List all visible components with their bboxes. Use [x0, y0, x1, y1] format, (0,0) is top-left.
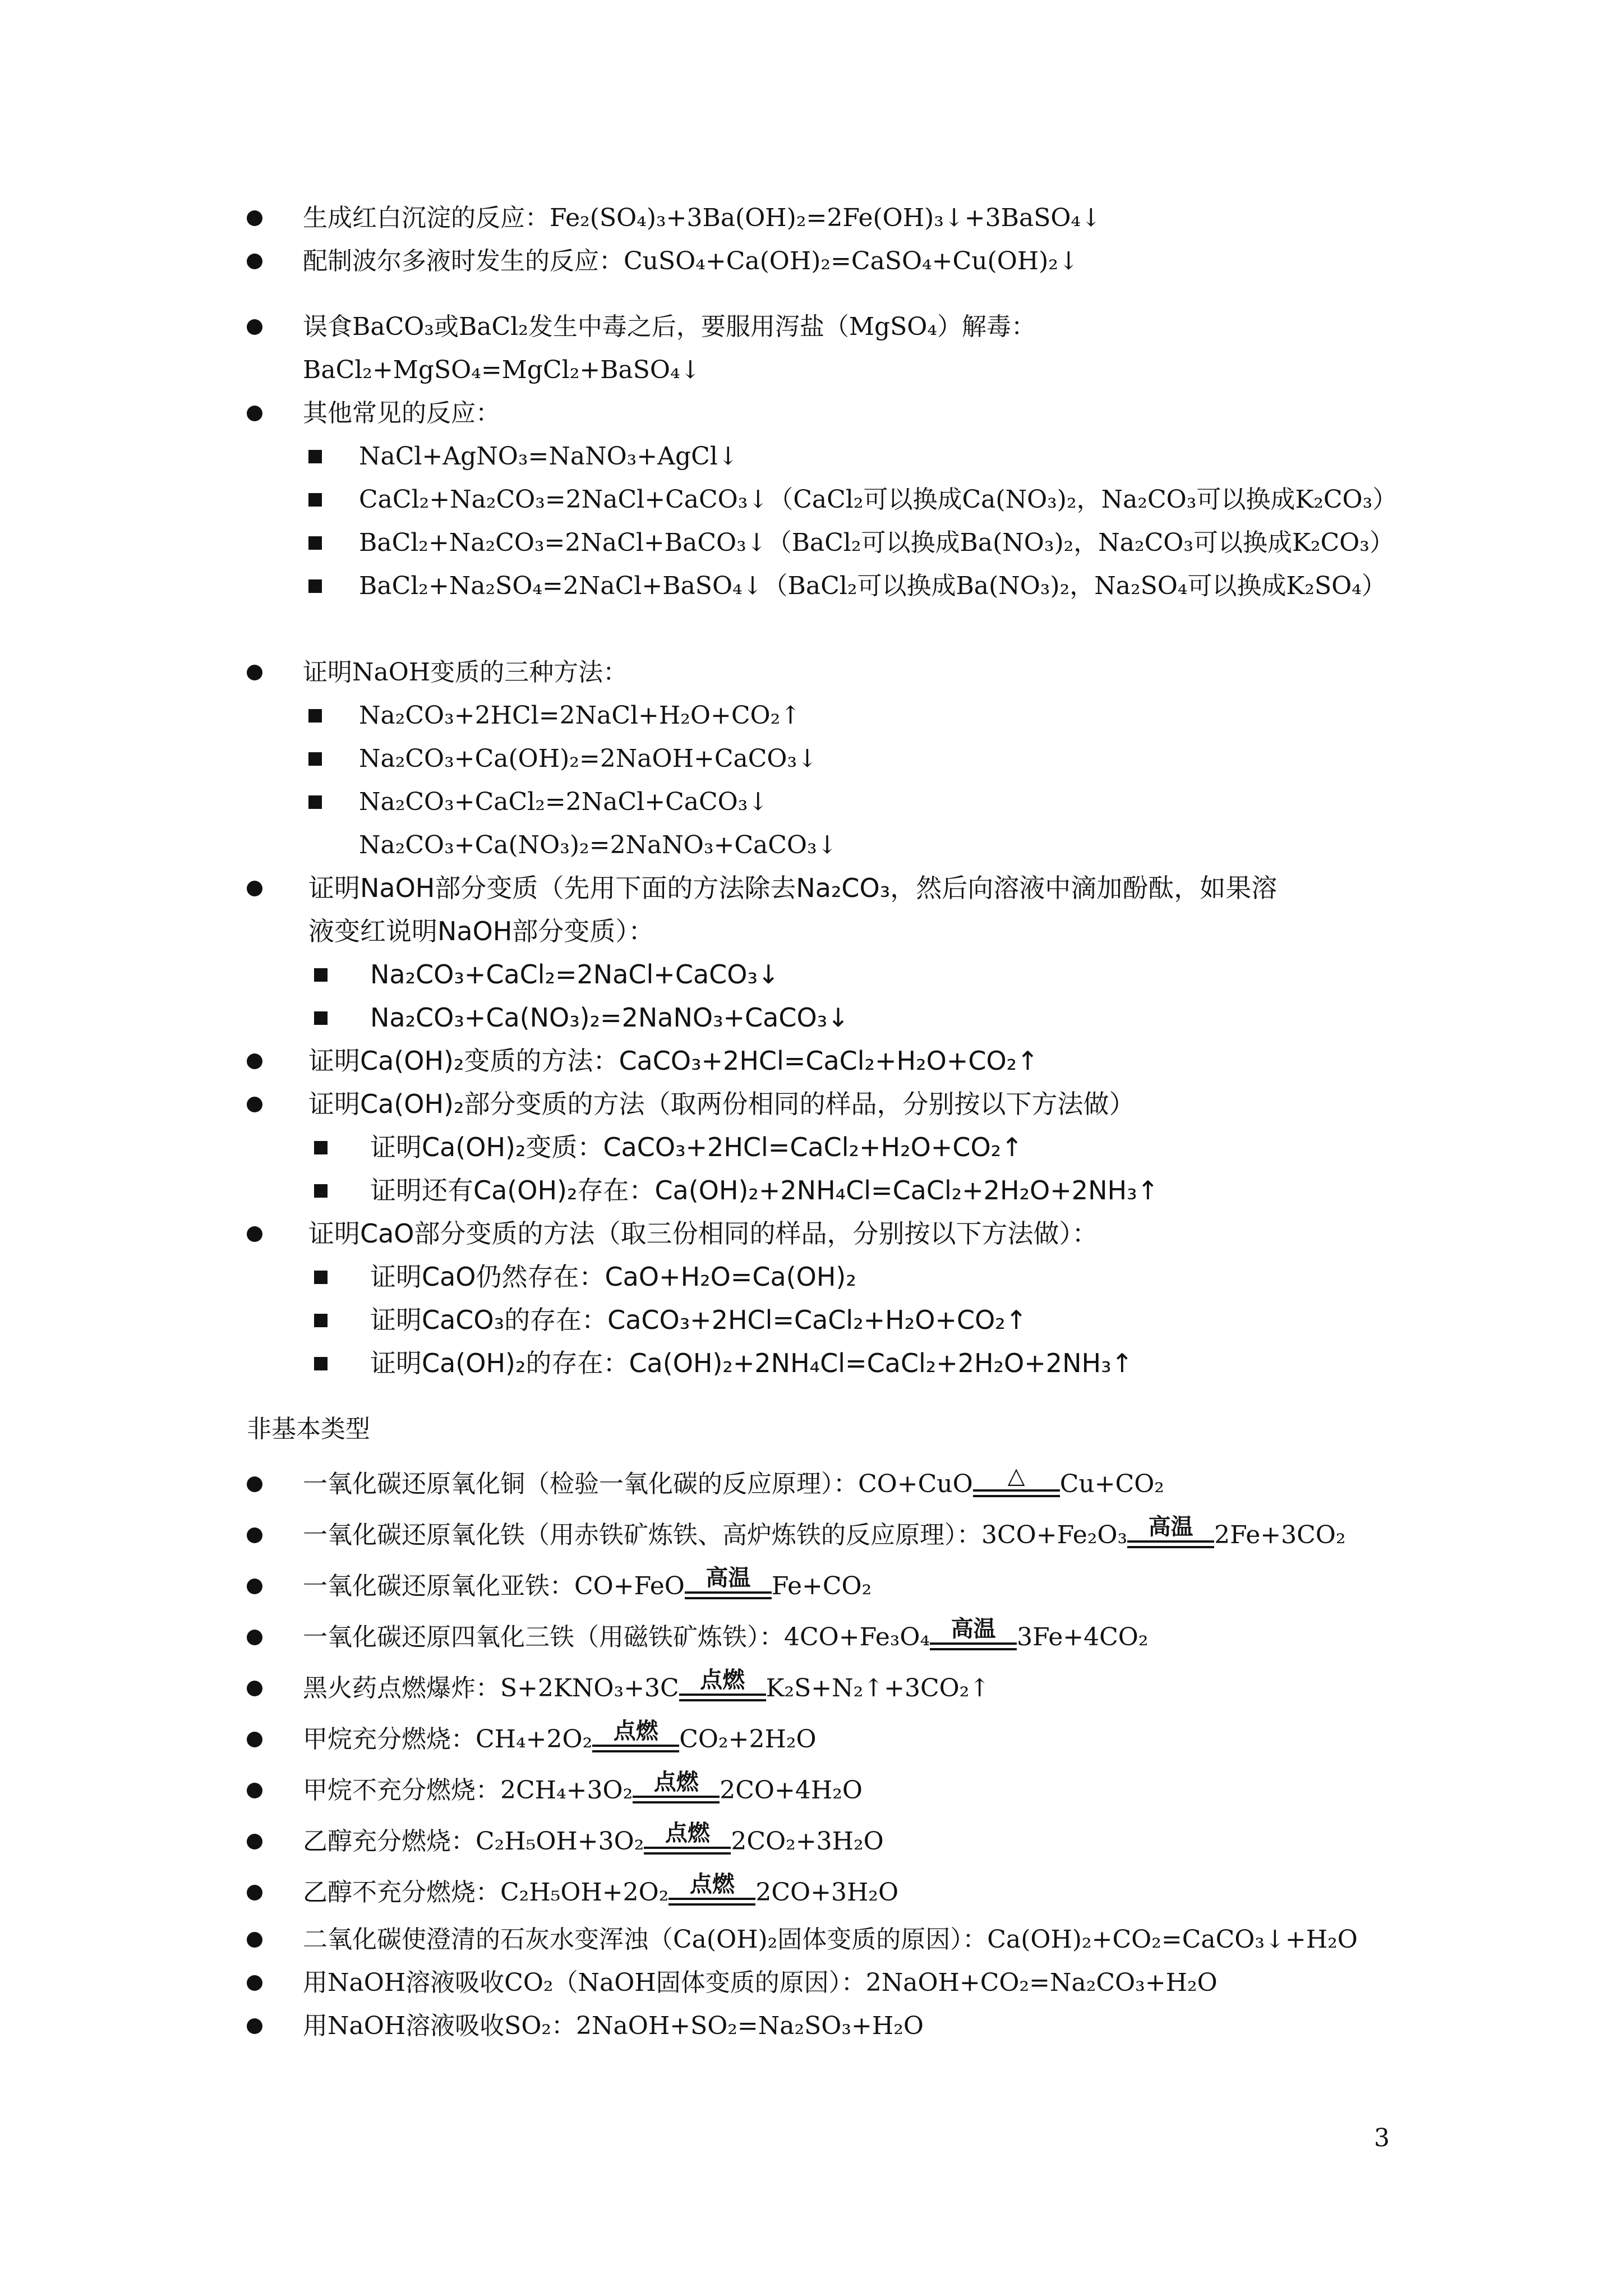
equation-item: 乙醇充分燃烧：C₂H₅OH+3O₂ 点燃 2CO₂+3H₂O: [247, 1816, 1413, 1867]
equation-item: 一氧化碳还原氧化铜（检验一氧化碳的反应原理）：CO+CuO △ Cu+CO₂: [247, 1458, 1413, 1510]
sub-list-item: 证明CaCO₃的存在：CaCO₃+2HCl=CaCl₂+H₂O+CO₂↑: [247, 1299, 1413, 1342]
equation-item: 乙醇不充分燃烧：C₂H₅OH+2O₂ 点燃 2CO+3H₂O: [247, 1867, 1413, 1918]
bullet-icon: [247, 1097, 262, 1112]
bullet-icon: [247, 319, 262, 335]
reaction-condition: 高温: [930, 1628, 1017, 1650]
reaction-condition: 高温: [1127, 1526, 1214, 1548]
sub-list-item: NaCl+AgNO₃=NaNO₃+AgCl↓: [247, 435, 1413, 478]
reaction-condition: 点燃: [592, 1730, 679, 1752]
sub-list-item: 证明CaO仍然存在：CaO+H₂O=Ca(OH)₂: [247, 1255, 1413, 1299]
equation-item: 甲烷不充分燃烧：2CH₄+3O₂ 点燃 2CO+4H₂O: [247, 1765, 1413, 1816]
square-bullet-icon: [314, 1184, 328, 1198]
square-bullet-icon: [314, 968, 328, 982]
reaction-condition: 高温: [685, 1577, 772, 1599]
bullet-icon: [247, 665, 262, 680]
sub-list-item: CaCl₂+Na₂CO₃=2NaCl+CaCO₃↓（CaCl₂可以换成Ca(NO₃)₂，Na₂CO₃可以换成K₂CO₃）: [247, 478, 1413, 521]
list-item: 用NaOH溶液吸收SO₂：2NaOH+SO₂=Na₂SO₃+H₂O: [247, 2004, 1413, 2047]
list-item: 配制波尔多液时发生的反应：CuSO₄+Ca(OH)₂=CaSO₄+Cu(OH)₂↓: [247, 240, 1413, 283]
bullet-icon: [247, 1783, 262, 1798]
equation-item: 一氧化碳还原氧化铁（用赤铁矿炼铁、高炉炼铁的反应原理）：3CO+Fe₂O₃ 高温 2Fe+3CO₂: [247, 1510, 1413, 1561]
bullet-icon: [247, 1681, 262, 1696]
bullet-icon: [247, 1834, 262, 1849]
bullet-icon: [247, 881, 262, 896]
bullet-icon: [247, 1732, 262, 1747]
square-bullet-icon: [308, 493, 322, 507]
square-bullet-icon: [308, 709, 322, 723]
list-item: 证明NaOH变质的三种方法：: [247, 651, 1413, 694]
list-item: 生成红白沉淀的反应：Fe₂(SO₄)₃+3Ba(OH)₂=2Fe(OH)₃↓+3BaSO₄↓: [247, 196, 1413, 240]
list-item: 证明NaOH部分变质（先用下面的方法除去Na₂CO₃，然后向溶液中滴加酚酞，如果溶: [247, 867, 1413, 910]
bullet-icon: [247, 254, 262, 269]
square-bullet-icon: [314, 1314, 328, 1327]
bullet-icon: [247, 2018, 262, 2034]
list-item: 误食BaCO₃或BaCl₂发生中毒之后，要服用泻盐（MgSO₄）解毒：: [247, 305, 1413, 348]
bullet-icon: [247, 1527, 262, 1543]
sub-list-item: BaCl₂+Na₂SO₄=2NaCl+BaSO₄↓（BaCl₂可以换成Ba(NO₃)₂，Na₂SO₄可以换成K₂SO₄）: [247, 564, 1413, 608]
equation-item: 黑火药点燃爆炸：S+2KNO₃+3C 点燃 K₂S+N₂↑+3CO₂↑: [247, 1663, 1413, 1714]
bullet-icon: [247, 1579, 262, 1594]
equation-item: 一氧化碳还原四氧化三铁（用磁铁矿炼铁）：4CO+Fe₃O₄ 高温 3Fe+4CO₂: [247, 1612, 1413, 1663]
bullet-icon: [247, 1630, 262, 1645]
bullet-icon: [247, 1975, 262, 1991]
list-item: 证明Ca(OH)₂变质的方法：CaCO₃+2HCl=CaCl₂+H₂O+CO₂↑: [247, 1039, 1413, 1083]
list-item: 用NaOH溶液吸收CO₂（NaOH固体变质的原因）：2NaOH+CO₂=Na₂CO₃+H₂O: [247, 1961, 1413, 2004]
square-bullet-icon: [314, 1011, 328, 1025]
list-item: 其他常见的反应：: [247, 392, 1413, 435]
bullet-icon: [247, 1885, 262, 1901]
list-item: 证明CaO部分变质的方法（取三份相同的样品，分别按以下方法做）：: [247, 1212, 1413, 1255]
reaction-condition: 点燃: [633, 1781, 720, 1803]
list-item-continuation: BaCl₂+MgSO₄=MgCl₂+BaSO₄↓: [303, 356, 701, 384]
square-bullet-icon: [314, 1357, 328, 1370]
section-heading: 非基本类型: [247, 1415, 370, 1443]
square-bullet-icon: [314, 1271, 328, 1284]
list-item: 证明Ca(OH)₂部分变质的方法（取两份相同的样品，分别按以下方法做）: [247, 1083, 1413, 1126]
page-number: 3: [1374, 2124, 1390, 2152]
sub-list-item: Na₂CO₃+CaCl₂=2NaCl+CaCO₃↓: [247, 780, 1413, 823]
sub-list-item: BaCl₂+Na₂CO₃=2NaCl+BaCO₃↓（BaCl₂可以换成Ba(NO₃)₂，Na₂CO₃可以换成K₂CO₃）: [247, 521, 1413, 564]
bullet-icon: [247, 1226, 262, 1242]
square-bullet-icon: [308, 795, 322, 809]
reaction-condition: 点燃: [644, 1832, 731, 1855]
equation-item: 一氧化碳还原氧化亚铁：CO+FeO 高温 Fe+CO₂: [247, 1561, 1413, 1612]
page-content: [247, 196, 1413, 2047]
square-bullet-icon: [308, 752, 322, 766]
sub-list-item: 证明还有Ca(OH)₂存在：Ca(OH)₂+2NH₄Cl=CaCl₂+2H₂O+2NH₃↑: [247, 1169, 1413, 1212]
square-bullet-icon: [308, 536, 322, 550]
list-item-continuation: 液变红说明NaOH部分变质）：: [308, 916, 654, 946]
square-bullet-icon: [308, 579, 322, 593]
reaction-condition: △: [973, 1475, 1060, 1497]
square-bullet-icon: [314, 1141, 328, 1154]
reaction-condition: 点燃: [668, 1883, 755, 1906]
bullet-icon: [247, 1932, 262, 1948]
sub-list-item: Na₂CO₃+Ca(NO₃)₂=2NaNO₃+CaCO₃↓: [247, 996, 1413, 1039]
bullet-icon: [247, 1053, 262, 1069]
sub-list-item: Na₂CO₃+CaCl₂=2NaCl+CaCO₃↓: [247, 953, 1413, 996]
square-bullet-icon: [308, 450, 322, 463]
sub-list-item: Na₂CO₃+Ca(OH)₂=2NaOH+CaCO₃↓: [247, 737, 1413, 780]
bullet-icon: [247, 210, 262, 226]
equation-item: 甲烷充分燃烧：CH₄+2O₂ 点燃 CO₂+2H₂O: [247, 1714, 1413, 1765]
list-item: 二氧化碳使澄清的石灰水变浑浊（Ca(OH)₂固体变质的原因）：Ca(OH)₂+CO₂=CaCO₃↓+H₂O: [247, 1918, 1413, 1961]
sub-list-item: Na₂CO₃+2HCl=2NaCl+H₂O+CO₂↑: [247, 694, 1413, 737]
sub-list-item-continuation: Na₂CO₃+Ca(NO₃)₂=2NaNO₃+CaCO₃↓: [359, 831, 838, 859]
sub-list-item: 证明Ca(OH)₂变质：CaCO₃+2HCl=CaCl₂+H₂O+CO₂↑: [247, 1126, 1413, 1169]
bullet-icon: [247, 1476, 262, 1492]
reaction-condition: 点燃: [679, 1679, 766, 1701]
sub-list-item: 证明Ca(OH)₂的存在：Ca(OH)₂+2NH₄Cl=CaCl₂+2H₂O+2NH₃↑: [247, 1342, 1413, 1385]
bullet-icon: [247, 406, 262, 421]
